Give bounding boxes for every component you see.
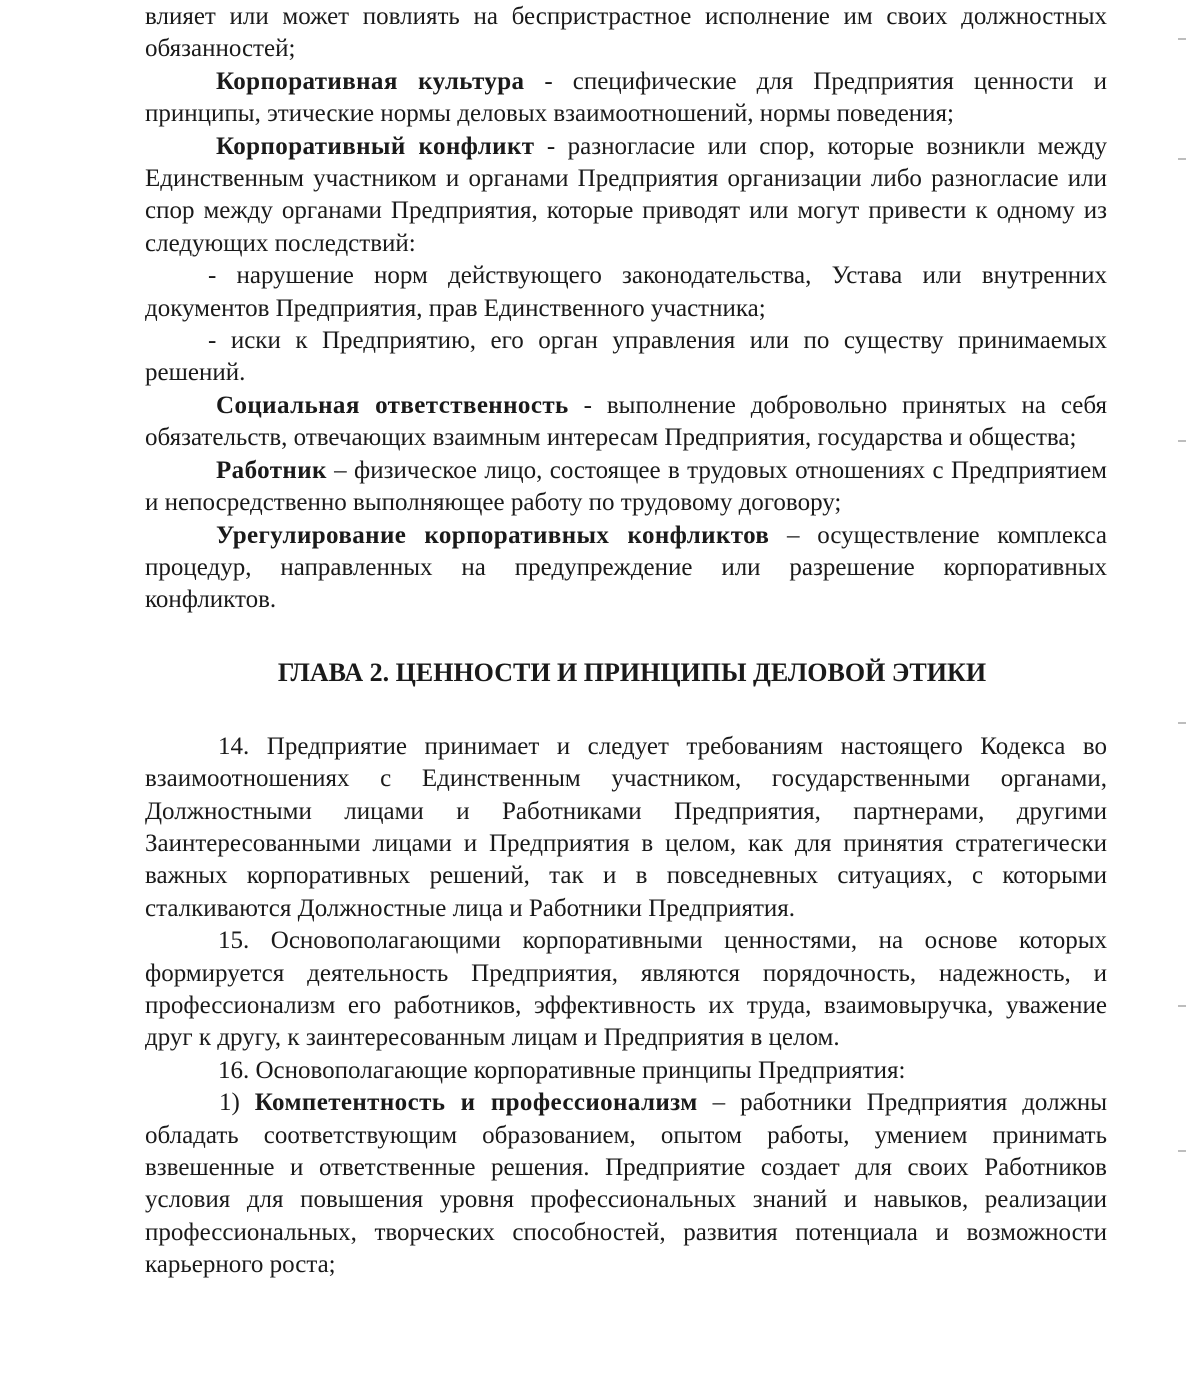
- definition-term: Корпоративный конфликт: [216, 132, 535, 160]
- definition-separator: -: [534, 132, 568, 160]
- clause-15: 15. Основополагающими корпоративными ценностями, на основе которых формируется деятельность Предприятия, являются порядочность, надежность, и профессионализм его работников, эффективность их труда, взаимовыручка, уважение друг к другу, к заинтересованным лицам и Предприятия в целом.: [145, 927, 1107, 1052]
- principle-term: Компетентность и профессионализм: [254, 1089, 698, 1117]
- consequence-item: - иски к Предприятию, его орган управления или по существу принимаемых решений.: [145, 327, 1107, 387]
- definition-separator: –: [769, 521, 818, 549]
- scan-edge-mark: [1178, 440, 1186, 442]
- definition-separator: -: [568, 391, 607, 419]
- definition-term: Корпоративная культура: [216, 67, 525, 95]
- definition-term: Социальная ответственность: [216, 391, 569, 419]
- scan-edge-mark: [1178, 158, 1186, 160]
- definition-corporate-culture: [145, 66, 1107, 131]
- scan-edge-mark: [1178, 38, 1186, 40]
- principle-number: 1): [219, 1089, 240, 1117]
- principle-separator: –: [697, 1089, 741, 1117]
- definition-conflict-resolution: [145, 520, 1107, 617]
- definition-term: Работник: [216, 456, 327, 484]
- definition-corporate-conflict: [145, 131, 1107, 261]
- definition-text: физическое лицо, состоящее в трудовых отношениях с Предприятием и непосредственно выполняющее работу по трудовому договору;: [145, 456, 1107, 517]
- principle-text: работники Предприятия должны обладать соответствующим образованием, опытом работы, умением принимать взвешенные и ответственные решения. Предприятие создает для своих Работников условия для повышения уровня профессиональных знаний и навыков, реализации профессиональных, творческих способностей, развития потенциала и возможности карьерного роста;: [145, 1089, 1108, 1279]
- definition-social-responsibility: [145, 390, 1107, 455]
- continued-paragraph: влияет или может повлиять на беспристрастное исполнение им своих должностных обязанностей;: [145, 3, 1107, 63]
- definition-text: разногласие или спор, которые возникли между Единственным участником и органами Предприятия организации либо разногласие или спор между органами Предприятия, которые приводят или могут привести к одному из следующих последствий:: [145, 132, 1107, 257]
- clause-14: 14. Предприятие принимает и следует требованиям настоящего Кодекса во взаимоотношениях с Единственным участником, государственными органами, Должностными лицами и Работниками Предприятия, партнерами, другими Заинтересованными лицами и Предприятия в целом, как для принятия стратегически важных корпоративных решений, так и в повседневных ситуациях, с которыми сталкиваются Должностные лица и Работники Предприятия.: [145, 732, 1107, 922]
- document-page: [145, 0, 1107, 1282]
- definition-employee: [145, 455, 1107, 520]
- definition-text: осуществление комплекса процедур, направленных на предупреждение или разрешение корпоративных конфликтов.: [145, 521, 1107, 614]
- scan-edge-mark: [1178, 722, 1186, 724]
- definition-separator: –: [326, 456, 355, 484]
- spacer: [145, 617, 1107, 657]
- definition-text: специфические для Предприятия ценности и принципы, этические нормы деловых взаимоотношений, нормы поведения;: [145, 67, 1107, 128]
- definition-separator: -: [524, 67, 573, 95]
- definition-text: выполнение добровольно принятых на себя обязательств, отвечающих взаимным интересам Предприятия, государства и общества;: [145, 391, 1108, 452]
- chapter-heading: ГЛАВА 2. ЦЕННОСТИ И ПРИНЦИПЫ ДЕЛОВОЙ ЭТИКИ: [277, 657, 987, 687]
- scan-edge-mark: [1178, 1150, 1186, 1152]
- spacer: [145, 689, 1107, 731]
- clause-16: 16. Основополагающие корпоративные принципы Предприятия:: [218, 1056, 906, 1084]
- definition-term: Урегулирование корпоративных конфликтов: [216, 521, 770, 549]
- consequence-item: - нарушение норм действующего законодательства, Устава или внутренних документов Предприятия, прав Единственного участника;: [145, 262, 1107, 322]
- principle-1: [145, 1087, 1107, 1281]
- scan-edge-mark: [1178, 1005, 1186, 1007]
